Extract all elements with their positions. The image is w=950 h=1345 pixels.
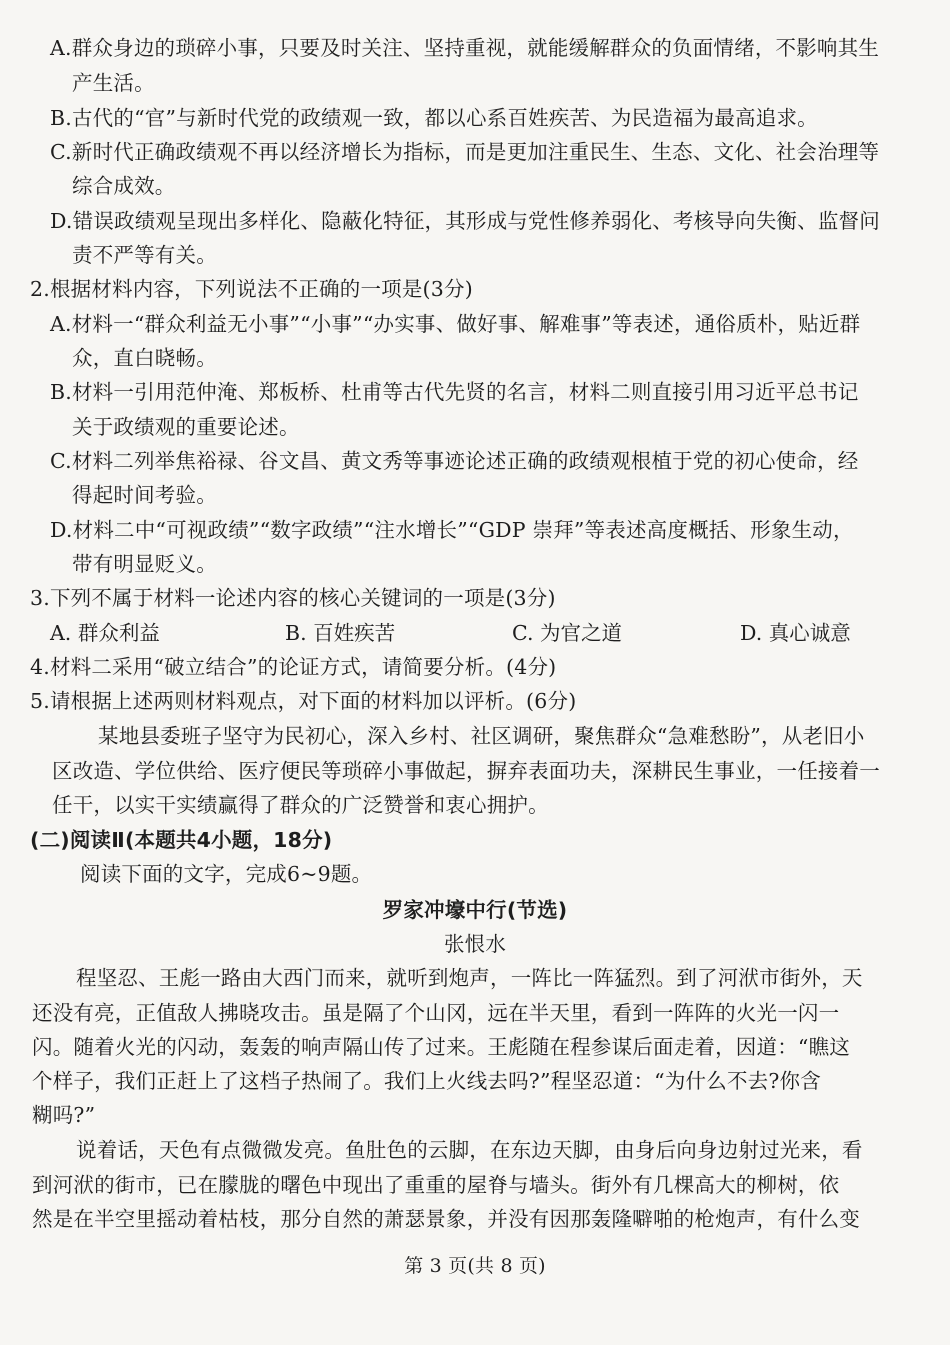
q1-option-d-line1: D.错误政绩观呈现出多样化、隐蔽化特征，其形成与党性修养弱化、考核导向失衡、监督问 <box>50 209 880 233</box>
q1-option-a-line1: A.群众身边的琐碎小事，只要及时关注、坚持重视，就能缓解群众的负面情绪，不影响其生 <box>50 36 880 60</box>
q1-option-c-line1: C.新时代正确政绩观不再以经济增长为指标，而是更加注重民生、生态、文化、社会治理等 <box>50 140 880 164</box>
passage-p1-line3: 闪。随着火光的闪动，轰轰的响声隔山传了过来。王彪随在程参谋后面走着，因道：“瞧这 <box>32 1035 850 1059</box>
q2-option-b-line2: 关于政绩观的重要论述。 <box>72 415 300 439</box>
q5-material-line2: 区改造、学位供给、医疗便民等琐碎小事做起，摒弃表面功夫，深耕民生事业，一任接着一 <box>52 759 880 783</box>
q2-option-c-line1: C.材料二列举焦裕禄、谷文昌、黄文秀等事迹论述正确的政绩观根植于党的初心使命，经 <box>50 449 859 473</box>
q5-material-line1: 某地县委班子坚守为民初心，深入乡村、社区调研，聚焦群众“急难愁盼”，从老旧小 <box>98 724 865 748</box>
section2-instruction: 阅读下面的文字，完成6~9题。 <box>80 862 373 886</box>
section2-heading: (二)阅读Ⅱ(本题共4小题，18分) <box>30 828 333 852</box>
q3-option-a: A. 群众利益 <box>50 621 160 645</box>
passage-title: 罗家冲壕中行(节选) <box>382 898 568 922</box>
q2-option-d-line1: D.材料二中“可视政绩”“数字政绩”“注水增长”“GDP 崇拜”等表述高度概括、形象生动， <box>50 518 854 542</box>
page-footer: 第 3 页(共 8 页) <box>404 1255 546 1277</box>
q2-option-c-line2: 得起时间考验。 <box>72 483 217 507</box>
passage-p2-line3: 然是在半空里摇动着枯枝，那分自然的萧瑟景象，并没有因那轰隆噼啪的枪炮声，有什么变 <box>32 1207 860 1231</box>
q1-option-b: B.古代的“官”与新时代党的政绩观一致，都以心系百姓疾苦、为民造福为最高追求。 <box>50 106 818 130</box>
q1-option-a-line2: 产生活。 <box>72 71 155 95</box>
passage-p1-line5: 糊吗?” <box>32 1103 96 1127</box>
q3-option-b: B. 百姓疾苦 <box>285 621 396 645</box>
q3-option-c: C. 为官之道 <box>512 621 622 645</box>
passage-p2-line1: 说着话，天色有点微微发亮。鱼肚色的云脚，在东边天脚，由身后向身边射过光来，看 <box>76 1138 863 1162</box>
q2-stem: 2.根据材料内容，下列说法不正确的一项是(3分) <box>30 277 473 301</box>
q2-option-b-line1: B.材料一引用范仲淹、郑板桥、杜甫等古代先贤的名言，材料二则直接引用习近平总书记 <box>50 380 859 404</box>
passage-p1-line4: 个样子，我们正赶上了这档子热闹了。我们上火线去吗?”程坚忍道：“为什么不去?你含 <box>32 1069 821 1093</box>
q5-material-line3: 任干，以实干实绩赢得了群众的广泛赞誉和衷心拥护。 <box>52 793 549 817</box>
q2-option-a-line2: 众，直白晓畅。 <box>72 346 217 370</box>
q3-option-d: D. 真心诚意 <box>740 621 851 645</box>
q3-stem: 3.下列不属于材料一论述内容的核心关键词的一项是(3分) <box>30 586 556 610</box>
q4-stem: 4.材料二采用“破立结合”的论证方式，请简要分析。(4分) <box>30 655 557 679</box>
q1-option-c-line2: 综合成效。 <box>72 174 176 198</box>
passage-author: 张恨水 <box>443 932 507 956</box>
passage-p2-line2: 到河洑的街市，已在朦胧的曙色中现出了重重的屋脊与墙头。街外有几棵高大的柳树，依 <box>32 1173 840 1197</box>
passage-p1-line1: 程坚忍、王彪一路由大西门而来，就听到炮声，一阵比一阵猛烈。到了河洑市街外，天 <box>76 966 863 990</box>
q1-option-d-line2: 责不严等有关。 <box>72 243 217 267</box>
q2-option-d-line2: 带有明显贬义。 <box>72 552 217 576</box>
passage-p1-line2: 还没有亮，正值敌人拂晓攻击。虽是隔了个山冈，远在半天里，看到一阵阵的火光一闪一 <box>32 1001 840 1025</box>
q5-stem: 5.请根据上述两则材料观点，对下面的材料加以评析。(6分) <box>30 689 577 713</box>
q2-option-a-line1: A.材料一“群众利益无小事”“小事”“办实事、做好事、解难事”等表述，通俗质朴，贴近群 <box>50 312 861 336</box>
